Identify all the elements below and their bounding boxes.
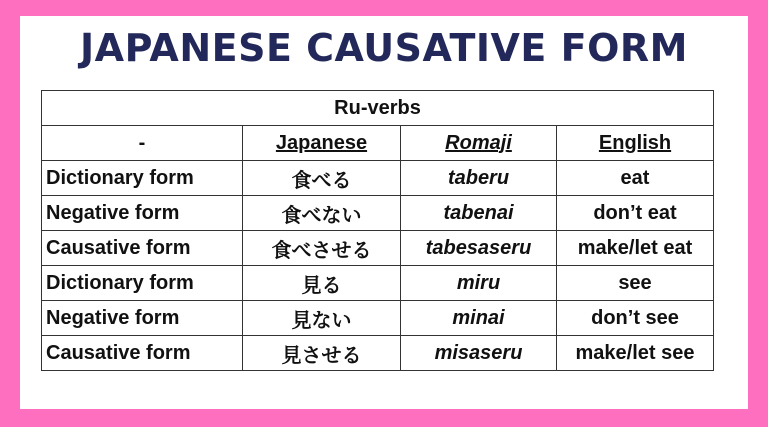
cell-japanese: 食べさせる [243,231,401,266]
cell-romaji: tabenai [401,196,557,231]
cell-japanese: 見ない [243,301,401,336]
cell-english: make/let eat [557,231,714,266]
page-title: JAPANESE CAUSATIVE FORM [80,26,688,70]
table-row [42,336,714,371]
content-card [20,16,748,409]
cell-romaji: minai [401,301,557,336]
cell-form: Negative form [42,196,243,231]
header-japanese: Japanese [243,126,401,161]
cell-english: don’t see [557,301,714,336]
cell-english: don’t eat [557,196,714,231]
cell-romaji: misaseru [401,336,557,371]
table-row [42,161,714,196]
cell-english: eat [557,161,714,196]
cell-english: see [557,266,714,301]
cell-japanese: 食べない [243,196,401,231]
table-caption: Ru-verbs [42,91,714,126]
header-english: English [557,126,714,161]
cell-form: Causative form [42,231,243,266]
table-row [42,266,714,301]
cell-japanese: 見させる [243,336,401,371]
cell-romaji: miru [401,266,557,301]
cell-romaji: taberu [401,161,557,196]
header-form: - [42,126,243,161]
cell-form: Dictionary form [42,161,243,196]
table-caption-row [42,91,714,126]
cell-japanese: 見る [243,266,401,301]
cell-japanese: 食べる [243,161,401,196]
cell-form: Dictionary form [42,266,243,301]
header-romaji: Romaji [401,126,557,161]
table-row [42,196,714,231]
table-row [42,301,714,336]
cell-form: Negative form [42,301,243,336]
cell-form: Causative form [42,336,243,371]
conjugation-table [41,90,714,371]
cell-romaji: tabesaseru [401,231,557,266]
table-row [42,231,714,266]
cell-english: make/let see [557,336,714,371]
table-header-row [42,126,714,161]
